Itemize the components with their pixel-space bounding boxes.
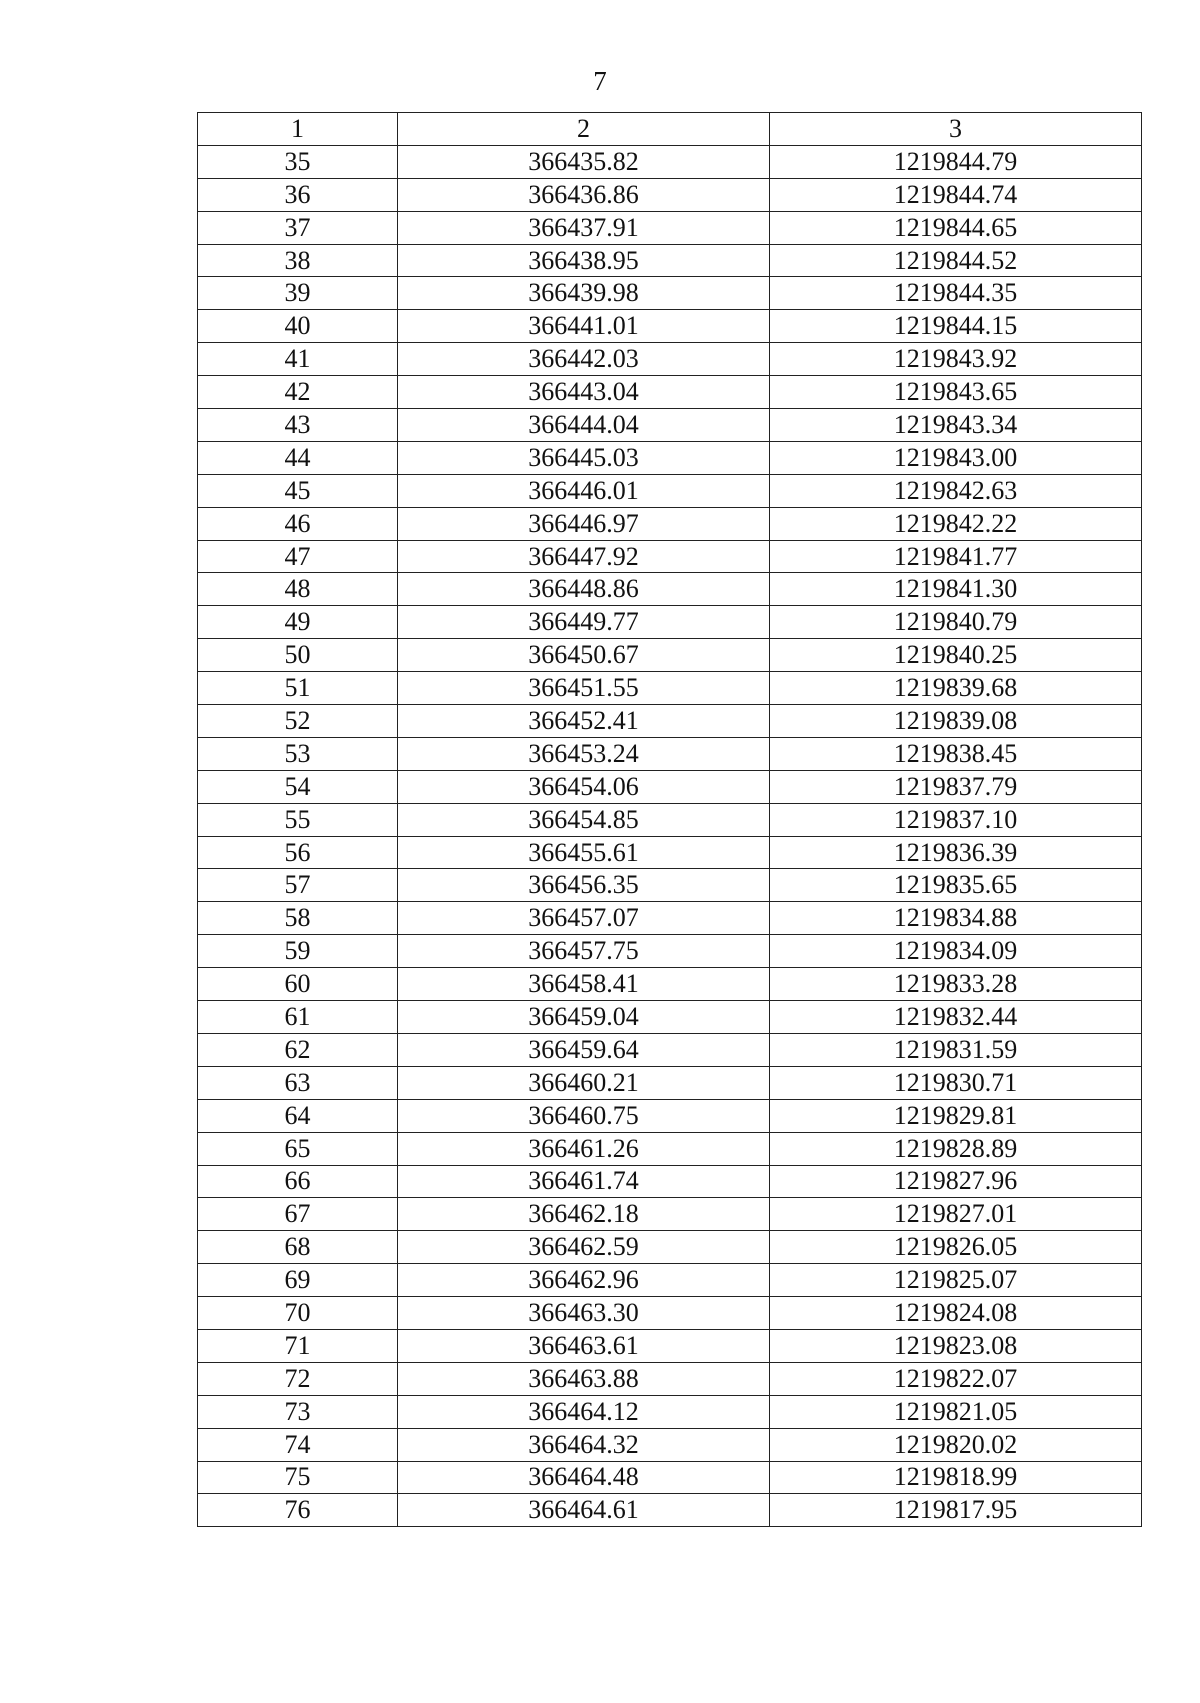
column-header-2: 2	[398, 113, 770, 146]
x-coordinate-cell: 366457.07	[398, 902, 770, 935]
y-coordinate-cell: 1219843.00	[770, 441, 1142, 474]
table-row	[198, 639, 1142, 672]
x-coordinate-cell: 366453.24	[398, 737, 770, 770]
table-row	[198, 540, 1142, 573]
x-coordinate-cell: 366436.86	[398, 178, 770, 211]
x-coordinate-cell: 366459.64	[398, 1033, 770, 1066]
point-number-cell: 49	[198, 606, 398, 639]
x-coordinate-cell: 366462.59	[398, 1231, 770, 1264]
point-number-cell: 53	[198, 737, 398, 770]
table-row	[198, 1198, 1142, 1231]
y-coordinate-cell: 1219827.96	[770, 1165, 1142, 1198]
y-coordinate-cell: 1219843.34	[770, 409, 1142, 442]
y-coordinate-cell: 1219834.88	[770, 902, 1142, 935]
table-row	[198, 1329, 1142, 1362]
y-coordinate-cell: 1219844.79	[770, 145, 1142, 178]
table-row	[198, 1264, 1142, 1297]
table-row	[198, 1461, 1142, 1494]
table-row	[198, 902, 1142, 935]
x-coordinate-cell: 366463.88	[398, 1362, 770, 1395]
y-coordinate-cell: 1219844.35	[770, 277, 1142, 310]
point-number-cell: 54	[198, 770, 398, 803]
point-number-cell: 37	[198, 211, 398, 244]
x-coordinate-cell: 366460.75	[398, 1099, 770, 1132]
point-number-cell: 74	[198, 1428, 398, 1461]
y-coordinate-cell: 1219820.02	[770, 1428, 1142, 1461]
y-coordinate-cell: 1219836.39	[770, 836, 1142, 869]
point-number-cell: 69	[198, 1264, 398, 1297]
table-row	[198, 145, 1142, 178]
table-row	[198, 1428, 1142, 1461]
y-coordinate-cell: 1219833.28	[770, 968, 1142, 1001]
y-coordinate-cell: 1219844.65	[770, 211, 1142, 244]
x-coordinate-cell: 366451.55	[398, 672, 770, 705]
table-row	[198, 441, 1142, 474]
x-coordinate-cell: 366461.74	[398, 1165, 770, 1198]
table-row	[198, 310, 1142, 343]
point-number-cell: 52	[198, 705, 398, 738]
point-number-cell: 57	[198, 869, 398, 902]
y-coordinate-cell: 1219841.30	[770, 573, 1142, 606]
point-number-cell: 72	[198, 1362, 398, 1395]
point-number-cell: 42	[198, 376, 398, 409]
y-coordinate-cell: 1219834.09	[770, 935, 1142, 968]
x-coordinate-cell: 366439.98	[398, 277, 770, 310]
table-row	[198, 409, 1142, 442]
y-coordinate-cell: 1219831.59	[770, 1033, 1142, 1066]
point-number-cell: 61	[198, 1001, 398, 1034]
y-coordinate-cell: 1219838.45	[770, 737, 1142, 770]
y-coordinate-cell: 1219837.10	[770, 803, 1142, 836]
point-number-cell: 60	[198, 968, 398, 1001]
table-row	[198, 1099, 1142, 1132]
table-row	[198, 737, 1142, 770]
point-number-cell: 38	[198, 244, 398, 277]
y-coordinate-cell: 1219818.99	[770, 1461, 1142, 1494]
x-coordinate-cell: 366446.01	[398, 474, 770, 507]
point-number-cell: 67	[198, 1198, 398, 1231]
point-number-cell: 47	[198, 540, 398, 573]
table-row	[198, 507, 1142, 540]
coordinates-table	[197, 112, 1142, 1527]
point-number-cell: 71	[198, 1329, 398, 1362]
y-coordinate-cell: 1219825.07	[770, 1264, 1142, 1297]
point-number-cell: 40	[198, 310, 398, 343]
x-coordinate-cell: 366435.82	[398, 145, 770, 178]
y-coordinate-cell: 1219829.81	[770, 1099, 1142, 1132]
point-number-cell: 68	[198, 1231, 398, 1264]
point-number-cell: 51	[198, 672, 398, 705]
table-row	[198, 705, 1142, 738]
x-coordinate-cell: 366464.48	[398, 1461, 770, 1494]
point-number-cell: 55	[198, 803, 398, 836]
x-coordinate-cell: 366441.01	[398, 310, 770, 343]
table-row	[198, 211, 1142, 244]
x-coordinate-cell: 366464.12	[398, 1395, 770, 1428]
y-coordinate-cell: 1219842.63	[770, 474, 1142, 507]
y-coordinate-cell: 1219843.65	[770, 376, 1142, 409]
y-coordinate-cell: 1219844.15	[770, 310, 1142, 343]
y-coordinate-cell: 1219843.92	[770, 343, 1142, 376]
x-coordinate-cell: 366444.04	[398, 409, 770, 442]
point-number-cell: 76	[198, 1494, 398, 1527]
table-row	[198, 803, 1142, 836]
y-coordinate-cell: 1219817.95	[770, 1494, 1142, 1527]
x-coordinate-cell: 366446.97	[398, 507, 770, 540]
y-coordinate-cell: 1219835.65	[770, 869, 1142, 902]
table-row	[198, 277, 1142, 310]
x-coordinate-cell: 366445.03	[398, 441, 770, 474]
y-coordinate-cell: 1219823.08	[770, 1329, 1142, 1362]
x-coordinate-cell: 366454.06	[398, 770, 770, 803]
table-row	[198, 1231, 1142, 1264]
column-header-3: 3	[770, 113, 1142, 146]
point-number-cell: 48	[198, 573, 398, 606]
x-coordinate-cell: 366438.95	[398, 244, 770, 277]
point-number-cell: 75	[198, 1461, 398, 1494]
table-row	[198, 244, 1142, 277]
x-coordinate-cell: 366449.77	[398, 606, 770, 639]
table-row	[198, 376, 1142, 409]
table-row	[198, 869, 1142, 902]
x-coordinate-cell: 366458.41	[398, 968, 770, 1001]
y-coordinate-cell: 1219821.05	[770, 1395, 1142, 1428]
table-row	[198, 1297, 1142, 1330]
table-row	[198, 1362, 1142, 1395]
page-number: 7	[593, 66, 607, 96]
x-coordinate-cell: 366457.75	[398, 935, 770, 968]
table-row	[198, 606, 1142, 639]
table-row	[198, 178, 1142, 211]
y-coordinate-cell: 1219840.25	[770, 639, 1142, 672]
point-number-cell: 70	[198, 1297, 398, 1330]
table-row	[198, 1001, 1142, 1034]
table-header	[198, 113, 1142, 146]
x-coordinate-cell: 366447.92	[398, 540, 770, 573]
point-number-cell: 39	[198, 277, 398, 310]
y-coordinate-cell: 1219827.01	[770, 1198, 1142, 1231]
y-coordinate-cell: 1219839.08	[770, 705, 1142, 738]
x-coordinate-cell: 366455.61	[398, 836, 770, 869]
y-coordinate-cell: 1219826.05	[770, 1231, 1142, 1264]
table-row	[198, 1033, 1142, 1066]
table-row	[198, 1395, 1142, 1428]
point-number-cell: 44	[198, 441, 398, 474]
x-coordinate-cell: 366452.41	[398, 705, 770, 738]
point-number-cell: 43	[198, 409, 398, 442]
point-number-cell: 66	[198, 1165, 398, 1198]
x-coordinate-cell: 366460.21	[398, 1066, 770, 1099]
y-coordinate-cell: 1219828.89	[770, 1132, 1142, 1165]
point-number-cell: 56	[198, 836, 398, 869]
x-coordinate-cell: 366448.86	[398, 573, 770, 606]
x-coordinate-cell: 366459.04	[398, 1001, 770, 1034]
x-coordinate-cell: 366461.26	[398, 1132, 770, 1165]
column-header-1: 1	[198, 113, 398, 146]
y-coordinate-cell: 1219844.52	[770, 244, 1142, 277]
y-coordinate-cell: 1219824.08	[770, 1297, 1142, 1330]
y-coordinate-cell: 1219844.74	[770, 178, 1142, 211]
table-row	[198, 343, 1142, 376]
table-row	[198, 1066, 1142, 1099]
x-coordinate-cell: 366462.18	[398, 1198, 770, 1231]
point-number-cell: 64	[198, 1099, 398, 1132]
table-row	[198, 770, 1142, 803]
point-number-cell: 73	[198, 1395, 398, 1428]
x-coordinate-cell: 366454.85	[398, 803, 770, 836]
y-coordinate-cell: 1219832.44	[770, 1001, 1142, 1034]
point-number-cell: 50	[198, 639, 398, 672]
x-coordinate-cell: 366450.67	[398, 639, 770, 672]
table-row	[198, 474, 1142, 507]
y-coordinate-cell: 1219841.77	[770, 540, 1142, 573]
x-coordinate-cell: 366443.04	[398, 376, 770, 409]
point-number-cell: 41	[198, 343, 398, 376]
point-number-cell: 65	[198, 1132, 398, 1165]
y-coordinate-cell: 1219842.22	[770, 507, 1142, 540]
y-coordinate-cell: 1219840.79	[770, 606, 1142, 639]
point-number-cell: 62	[198, 1033, 398, 1066]
y-coordinate-cell: 1219822.07	[770, 1362, 1142, 1395]
x-coordinate-cell: 366464.61	[398, 1494, 770, 1527]
point-number-cell: 45	[198, 474, 398, 507]
point-number-cell: 35	[198, 145, 398, 178]
point-number-cell: 59	[198, 935, 398, 968]
x-coordinate-cell: 366463.61	[398, 1329, 770, 1362]
header-row	[198, 113, 1142, 146]
x-coordinate-cell: 366456.35	[398, 869, 770, 902]
table-row	[198, 1132, 1142, 1165]
table-row	[198, 672, 1142, 705]
table-row	[198, 1494, 1142, 1527]
x-coordinate-cell: 366464.32	[398, 1428, 770, 1461]
table-body	[198, 145, 1142, 1526]
y-coordinate-cell: 1219839.68	[770, 672, 1142, 705]
y-coordinate-cell: 1219830.71	[770, 1066, 1142, 1099]
table-row	[198, 968, 1142, 1001]
point-number-cell: 58	[198, 902, 398, 935]
table-row	[198, 836, 1142, 869]
table-row	[198, 573, 1142, 606]
x-coordinate-cell: 366463.30	[398, 1297, 770, 1330]
y-coordinate-cell: 1219837.79	[770, 770, 1142, 803]
x-coordinate-cell: 366462.96	[398, 1264, 770, 1297]
table-row	[198, 1165, 1142, 1198]
table-row	[198, 935, 1142, 968]
x-coordinate-cell: 366437.91	[398, 211, 770, 244]
point-number-cell: 46	[198, 507, 398, 540]
x-coordinate-cell: 366442.03	[398, 343, 770, 376]
point-number-cell: 36	[198, 178, 398, 211]
point-number-cell: 63	[198, 1066, 398, 1099]
